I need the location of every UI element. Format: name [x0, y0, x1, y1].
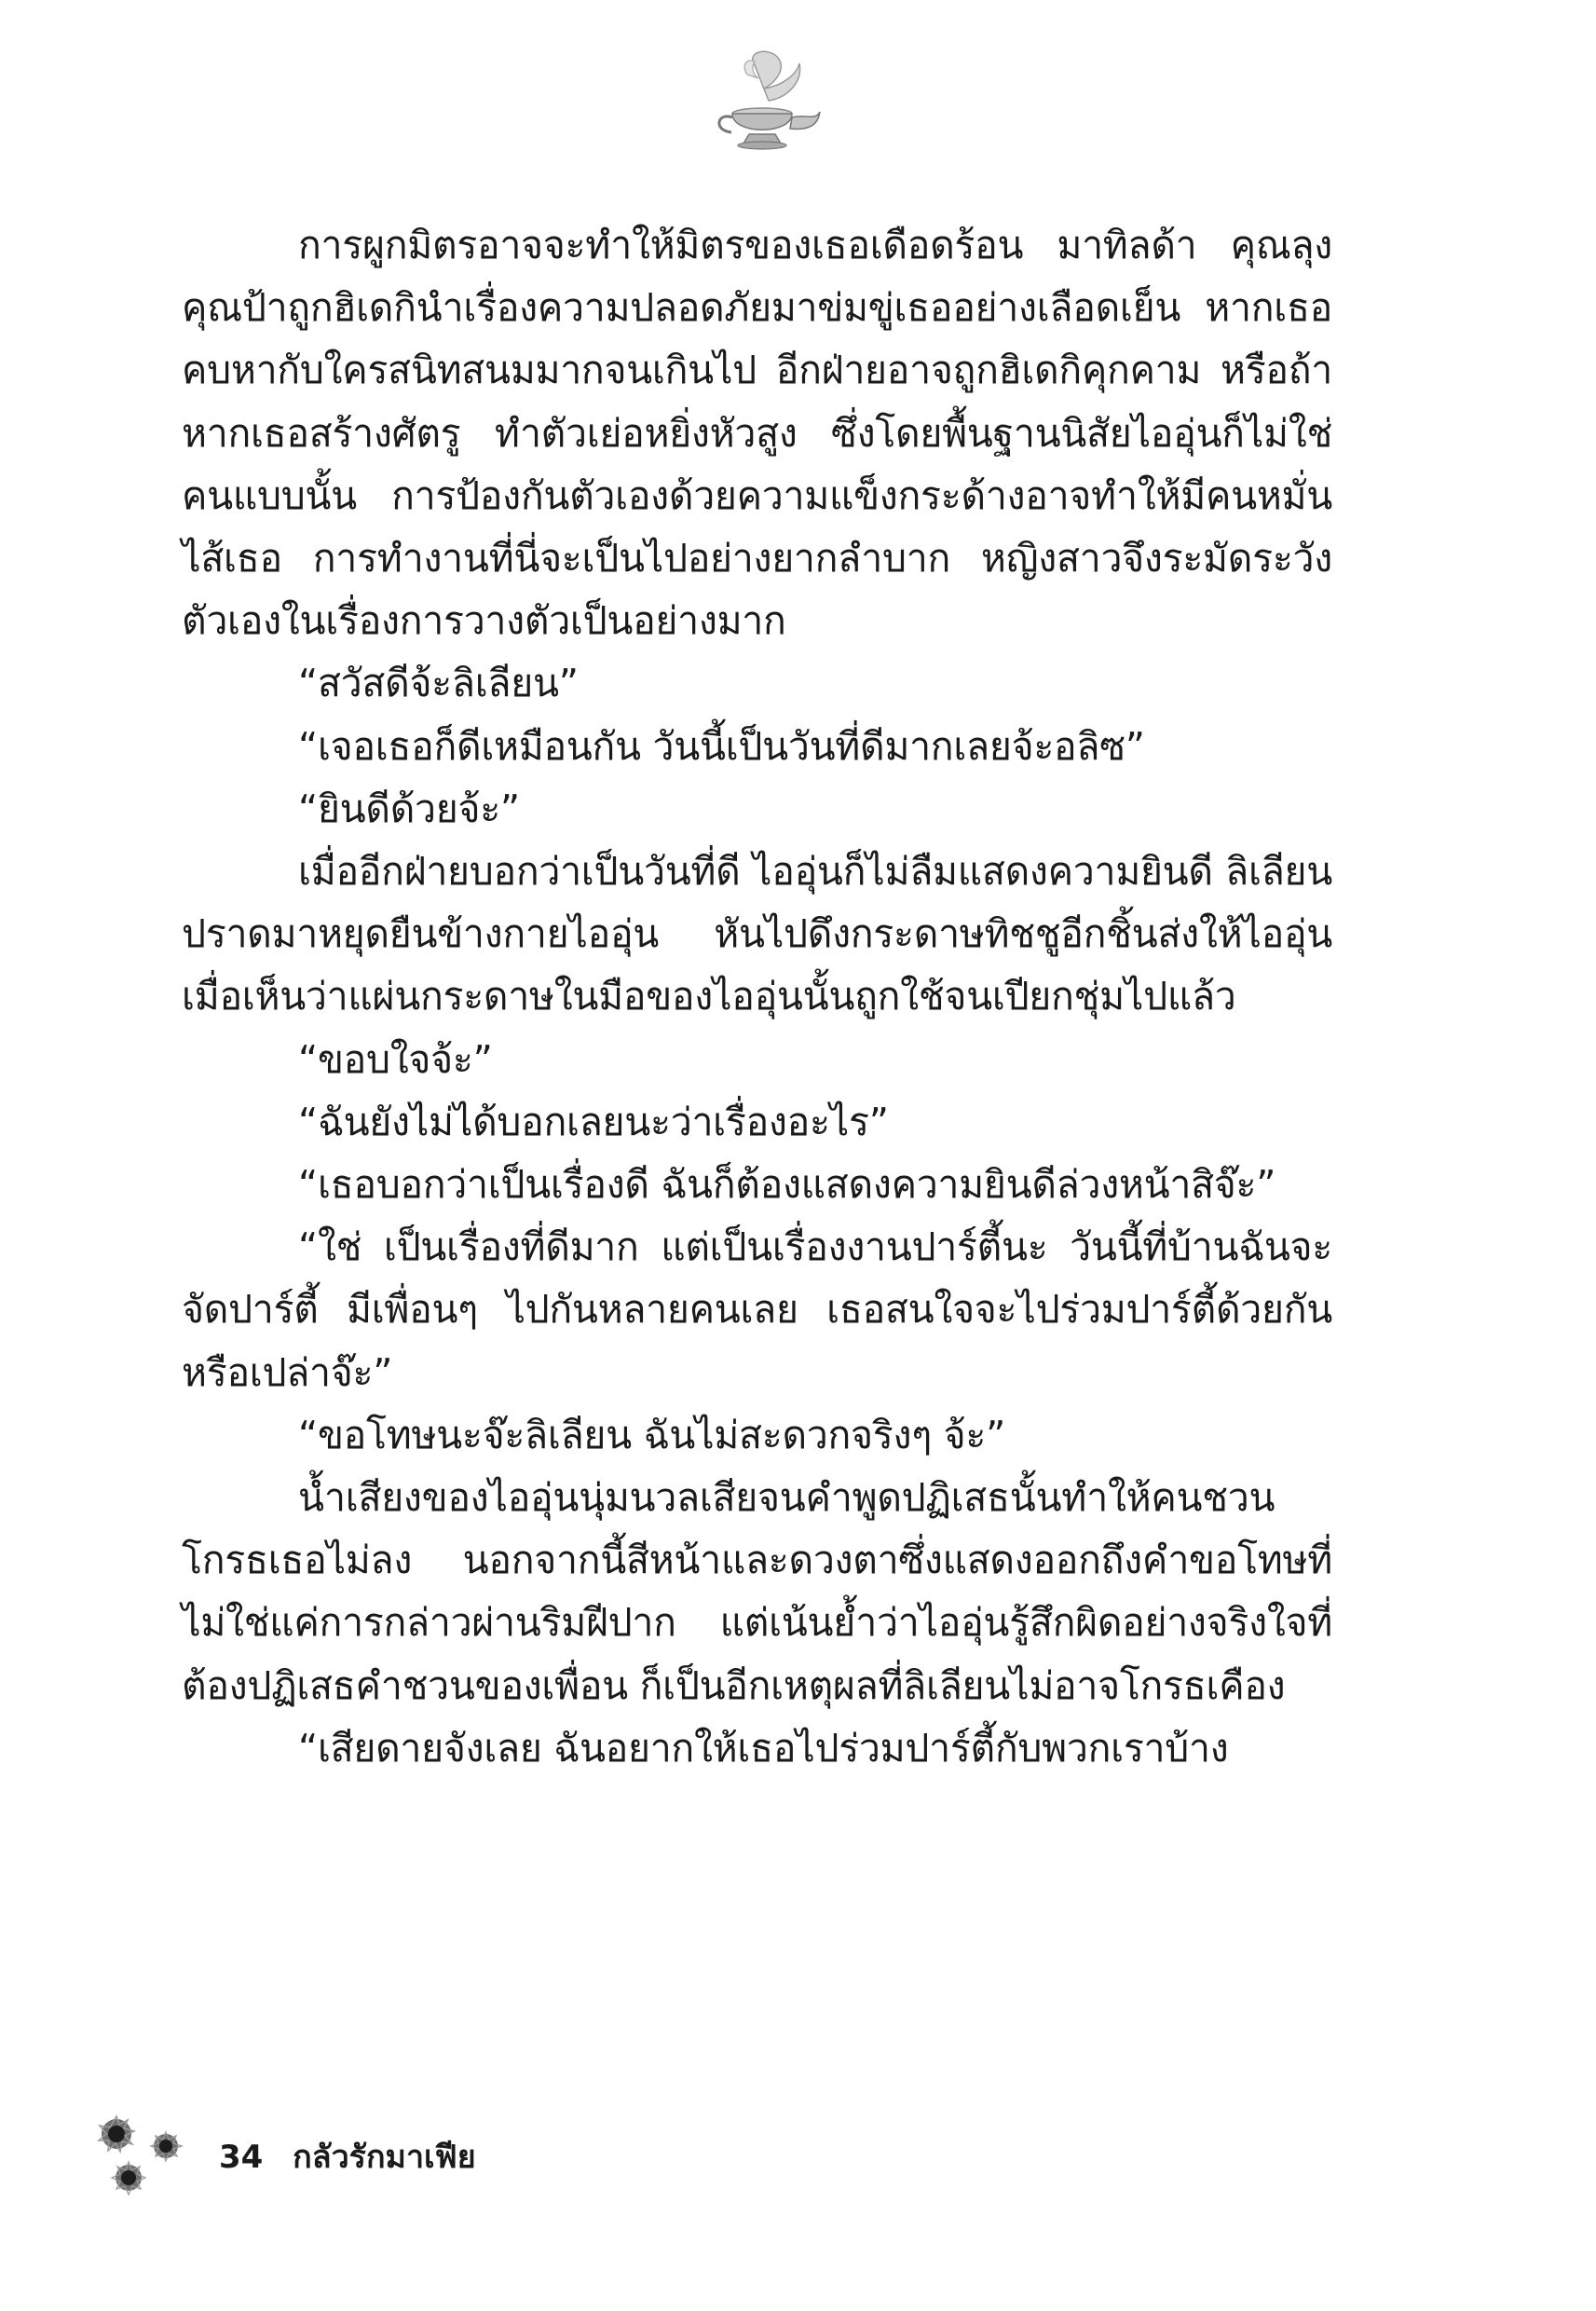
dialogue-line: “เธอบอกว่าเป็นเรื่องดี ฉันก็ต้องแสดงความยินดีล่วงหน้าสิจ๊ะ” — [298, 1162, 1276, 1208]
dialogue-line: “เสียดายจังเลย ฉันอยากให้เธอไปร่วมปาร์ตี้กับพวกเราบ้าง — [298, 1725, 1229, 1771]
genie-lamp-icon — [689, 47, 829, 168]
dialogue-line: “สวัสดีจ้ะลิเลียน” — [298, 661, 579, 706]
dialogue-line: “เจอเธอก็ดีเหมือนกัน วันนี้เป็นวันที่ดีมากเลยจ้ะอลิซ” — [298, 723, 1145, 769]
paragraph: น้ำเสียงของไออุ่นนุ่มนวลเสียจนคำพูดปฏิเสธนั้นทำให้คนชวนโกรธเธอไม่ลง นอกจากนี้สีหน้าและดวงตาซึ่งแสดงออกถึงคำขอโทษที่ไม่ใช่แค่การกล่าวผ่านริมฝีปาก แต่เน้นย้ำว่าไออุ่นรู้สึกผิดอย่างจริงใจที่ต้องปฏิเสธคำชวนของเพื่อน ก็เป็นอีกเหตุผลที่ลิเลียนไม่อาจโกรธเคือง — [182, 1475, 1332, 1708]
dialogue-line: “ฉันยังไม่ได้บอกเลยนะว่าเรื่องอะไร” — [298, 1099, 889, 1144]
dialogue-line: “ยินดีด้วยจ้ะ” — [298, 786, 520, 831]
paragraph: เมื่ออีกฝ่ายบอกว่าเป็นวันที่ดี ไออุ่นก็ไม่ลืมแสดงความยินดี ลิเลียนปราดมาหยุดยืนข้างกายไออุ่น หันไปดึงกระดาษทิชชูอีกชิ้นส่งให้ไออุ่น เมื่อเห็นว่าแผ่นกระดาษในมือของไออุ่นนั้นถูกใช้จนเปียกชุ่มไปแล้ว — [182, 849, 1332, 1019]
dialogue-line: “ขอโทษนะจ๊ะลิเลียน ฉันไม่สะดวกจริงๆ จ้ะ” — [298, 1412, 1006, 1457]
book-title: กลัวรักมาเฟีย — [293, 2139, 476, 2176]
body-text — [182, 214, 1332, 1780]
footer-text — [219, 2131, 476, 2181]
page-footer — [93, 2111, 559, 2204]
dialogue-line: “ขอบใจจ้ะ” — [298, 1036, 493, 1082]
paragraph: การผูกมิตรอาจจะทำให้มิตรของเธอเดือดร้อน มาทิลด้า คุณลุงคุณป้าถูกฮิเดกินำเรื่องความปลอดภัยมาข่มขู่เธออย่างเลือดเย็น หากเธอคบหากับใครสนิทสนมมากจนเกินไป อีกฝ่ายอาจถูกฮิเดกิคุกคาม หรือถ้าหากเธอสร้างศัตรู ทำตัวเย่อหยิ่งหัวสูง ซึ่งโดยพื้นฐานนิสัยไออุ่นก็ไม่ใช่คนแบบนั้น การป้องกันตัวเองด้วยความแข็งกระด้างอาจทำให้มีคนหมั่นไส้เธอ การทำงานที่นี่จะเป็นไปอย่างยากลำบาก หญิงสาวจึงระมัดระวังตัวเองในเรื่องการวางตัวเป็นอย่างมาก — [182, 223, 1332, 644]
page-number: 34 — [219, 2139, 264, 2176]
dialogue-line: “ใช่ เป็นเรื่องที่ดีมาก แต่เป็นเรื่องงานปาร์ตี้นะ วันนี้ที่บ้านฉันจะจัดปาร์ตี้ มีเพื่อนๆ ไปกันหลายคนเลย เธอสนใจจะไปร่วมปาร์ตี้ด้วยกันหรือเปล่าจ๊ะ” — [182, 1224, 1332, 1395]
bullet-holes-icon — [93, 2111, 196, 2204]
